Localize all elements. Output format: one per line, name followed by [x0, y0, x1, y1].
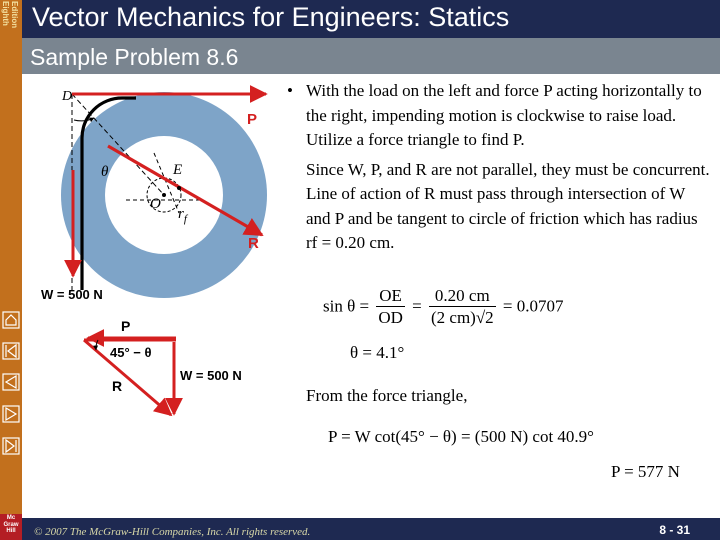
previous-slide-button[interactable] — [2, 373, 20, 391]
copyright: © 2007 The McGraw-Hill Companies, Inc. All rights reserved. — [34, 526, 311, 538]
label-rf: $r_f$ — [178, 206, 187, 225]
edition-label — [0, 0, 22, 44]
tri-label-r: R — [112, 378, 123, 394]
label-o: O — [150, 196, 161, 212]
subheader — [22, 38, 720, 74]
label-theta: θ — [101, 164, 109, 180]
first-icon — [2, 342, 20, 360]
tri-label-p: P — [121, 318, 131, 334]
pulley-figure — [26, 80, 276, 435]
mcgraw-hill-logo: Mc Graw Hill — [0, 514, 22, 540]
bullet: • — [287, 81, 293, 100]
p-result: P = 577 N — [611, 462, 680, 481]
last-slide-button[interactable] — [2, 437, 20, 455]
home-button[interactable] — [2, 311, 20, 329]
next-slide-button[interactable] — [2, 405, 20, 423]
footer — [22, 518, 720, 540]
solution-text — [288, 79, 712, 256]
edition-line1: Eighth — [1, 1, 10, 26]
label-p: P — [247, 111, 258, 128]
previous-icon — [2, 373, 20, 391]
paragraph-3: From the force triangle, — [306, 386, 468, 405]
label-w: W = 500 N — [41, 287, 103, 302]
force-triangle — [84, 318, 242, 415]
sin-equation: sin θ = $\frac{OE}{OD}$ = $\frac{0.20 cm}{(2 cm)√2}$ = 0.0707 — [323, 286, 564, 327]
paragraph-1: With the load on the left and force P acting horizontally to the right, impending motion is clockwise to raise load. Utilize a force triangle to find P. — [306, 81, 702, 149]
home-icon — [2, 311, 20, 329]
edition-line2: Edition — [10, 1, 19, 29]
tri-label-w: W = 500 N — [180, 368, 242, 383]
theta-result: θ = 4.1° — [350, 343, 405, 362]
page-title: Vector Mechanics for Engineers: Statics — [32, 2, 510, 32]
tri-label-angle: 45° − θ — [110, 345, 152, 360]
page-number: 8 - 31 — [659, 523, 690, 537]
p-equation: P = W cot(45° − θ) = (500 N) cot 40.9° — [328, 427, 594, 446]
first-slide-button[interactable] — [2, 342, 20, 360]
label-r: R — [248, 235, 259, 252]
label-e: E — [173, 162, 183, 178]
header — [22, 0, 720, 38]
sidebar — [0, 0, 22, 540]
last-icon — [2, 437, 20, 455]
next-icon — [2, 405, 20, 423]
label-d: D — [62, 89, 73, 104]
slide-subtitle: Sample Problem 8.6 — [30, 44, 239, 70]
paragraph-2: Since W, P, and R are not parallel, they must be concurrent. Line of action of R must pass through intersection of W and P and be tangent to circle of friction which has radius rf = 0.20 cm. — [306, 159, 710, 252]
